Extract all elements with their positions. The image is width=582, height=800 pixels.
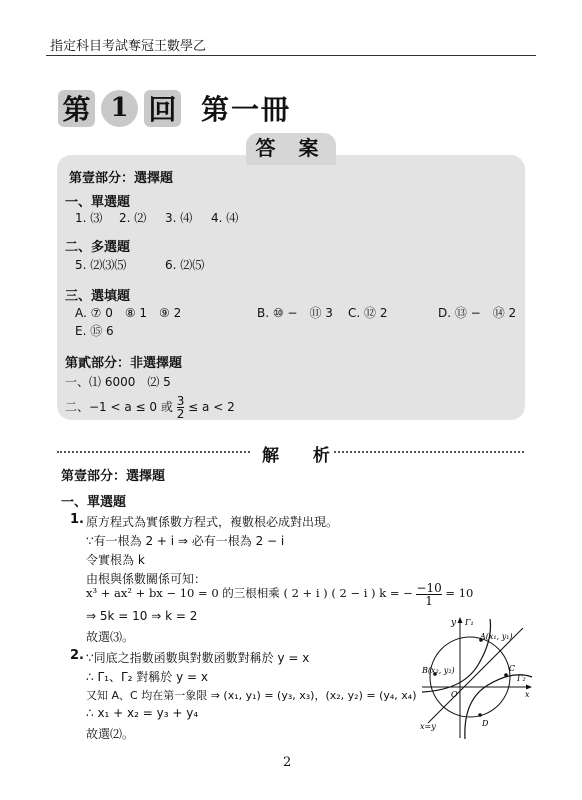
problem-number: 1. <box>70 512 84 527</box>
answer-item: B. ⑩ − ⑪ 3 <box>257 306 333 320</box>
y-axis-label: y <box>451 618 457 628</box>
answer-item: A. ⑦ 0 ⑧ 1 ⑨ 2 <box>75 306 182 320</box>
answer-item: 1. ⑶ <box>75 211 103 225</box>
equation-prefix: x³ + ax² + bx − 10 = 0 的三根相乘 ( 2 + i ) ( 2 − i ) k = − <box>86 586 413 600</box>
chapter-number: 1 <box>101 90 138 127</box>
solution-part1-heading: 第壹部分：選擇題 <box>61 469 166 484</box>
answer-item: 2. ⑵ <box>119 211 147 225</box>
gamma2-label: Γ₂ <box>517 674 526 683</box>
gamma1-label: Γ₁ <box>465 618 474 627</box>
fill-in-heading: 三、選填題 <box>65 289 131 304</box>
answer-item: C. ⑫ 2 <box>348 306 388 320</box>
answer-item: 6. ⑵⑸ <box>165 258 205 272</box>
point-c-label: C <box>509 664 516 673</box>
line-y-equals-x-label: x=y <box>420 722 436 731</box>
point-c-dot <box>504 673 508 677</box>
chapter-name: 第一冊 <box>201 93 292 126</box>
answer-q2-suffix: ≤ a < 2 <box>188 400 235 414</box>
page-number: 2 <box>283 755 292 770</box>
solution-line: 又知 A、C 均在第一象限 ⇒ (x₁, y₁) = (y₃, x₃)，(x₂, y₂) = (y₄, x₄) <box>86 689 417 702</box>
origin-label: O <box>451 690 458 699</box>
header-rule <box>46 55 536 56</box>
divider-right <box>334 451 524 453</box>
chapter-heading <box>58 88 291 128</box>
answer-q2-fraction <box>177 395 185 420</box>
answer-q2-prefix: 二、−1 < a ≤ 0 或 <box>65 400 173 414</box>
chapter-suffix-hui: 回 <box>144 90 181 127</box>
point-d-dot <box>478 713 482 717</box>
fraction-numerator: −10 <box>416 580 442 595</box>
solution-single-heading: 一、單選題 <box>61 495 127 510</box>
solution-line: ∴ x₁ + x₂ = y₃ + y₄ <box>86 706 199 720</box>
solution-line: 故選⑶。 <box>86 630 135 644</box>
solution-title: 解 析 <box>262 446 344 466</box>
x-axis-arrow <box>526 685 532 690</box>
solution-line: 原方程式為實係數方程式，複數根必成對出現。 <box>86 515 339 529</box>
gamma2-curve <box>465 675 532 739</box>
solution-equation <box>86 580 473 607</box>
answer-q1: 一、⑴ 6000 ⑵ 5 <box>65 375 171 389</box>
answer-item: 3. ⑷ <box>165 211 193 225</box>
answers-part1-heading: 第壹部分：選擇題 <box>69 171 174 186</box>
equation-fraction <box>416 582 441 607</box>
single-choice-heading: 一、單選題 <box>65 195 131 210</box>
point-d-label: D <box>482 719 489 728</box>
solution-line: 令實根為 k <box>86 553 145 567</box>
function-graph <box>418 615 533 740</box>
problem-number: 2. <box>70 648 84 663</box>
solution-line: ∵有一根為 2 + i ⇒ 必有一根為 2 − i <box>86 534 285 548</box>
divider-left <box>57 451 250 453</box>
solution-line: 故選⑵。 <box>86 727 135 741</box>
chapter-prefix-di: 第 <box>58 90 95 127</box>
equation-suffix: = 10 <box>445 586 474 600</box>
answer-item: 5. ⑵⑶⑸ <box>75 258 127 272</box>
fraction-numerator: 3 <box>176 394 185 408</box>
gamma1-curve <box>422 619 491 692</box>
fraction-denominator: 1 <box>416 594 441 607</box>
solution-line: ∴ Γ₁、Γ₂ 對稱於 y = x <box>86 670 208 684</box>
solution-line: 由根與係數關係可知： <box>86 572 207 586</box>
fraction-denominator: 2 <box>176 407 185 421</box>
answers-part2-heading: 第貳部分：非選擇題 <box>65 356 183 371</box>
multi-choice-heading: 二、多選題 <box>65 240 131 255</box>
y-axis-arrow <box>458 617 463 623</box>
answer-item: 4. ⑷ <box>211 211 239 225</box>
running-header-title: 指定科目考試奪冠王數學乙 <box>50 39 207 54</box>
answer-item: E. ⑮ 6 <box>75 324 114 338</box>
answer-q2 <box>65 394 235 420</box>
solution-line: ⇒ 5k = 10 ⇒ k = 2 <box>86 609 198 623</box>
answer-item: D. ⑬ − ⑭ 2 <box>438 306 517 320</box>
point-a-label: A(x₁, y₁) <box>480 632 513 641</box>
answer-tab: 答 案 <box>246 133 336 165</box>
solution-line: ∵同底之指數函數與對數函數對稱於 y = x <box>86 651 310 665</box>
x-axis-label: x <box>525 690 530 699</box>
point-b-label: B(x₂, y₂) <box>422 666 455 675</box>
